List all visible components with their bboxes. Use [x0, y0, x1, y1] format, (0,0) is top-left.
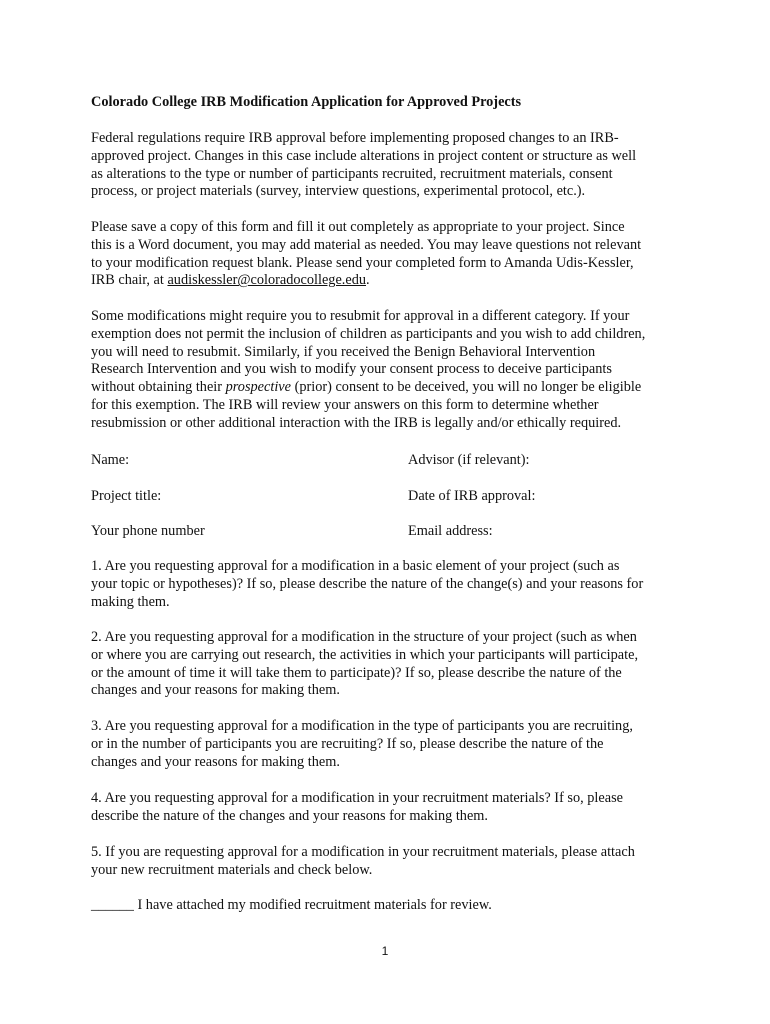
intro-paragraph	[91, 130, 691, 201]
question-line: making them.	[91, 593, 170, 610]
instructions-paragraph	[91, 219, 691, 290]
name-label: Name:	[91, 452, 130, 468]
resubmit-line: Research Intervention and you wish to modify your consent process to deceive participants	[91, 361, 612, 378]
question-4	[91, 790, 691, 826]
question-line: describe the nature of the changes and your reasons for making them.	[91, 807, 488, 824]
resubmit-line: exemption does not permit the inclusion of children as participants and you wish to add children,	[91, 325, 646, 342]
intro-line: Federal regulations require IRB approval before implementing proposed changes to an IRB-	[91, 130, 619, 146]
email-label: Email address:	[408, 523, 493, 539]
date-approval-label: Date of IRB approval:	[408, 488, 536, 504]
intro-line: process, or project materials (survey, interview questions, experimental protocol, etc.).	[91, 183, 586, 200]
question-line: 4. Are you requesting approval for a modification in your recruitment materials? If so, please	[91, 790, 623, 806]
question-line: changes and your reasons for making them.	[91, 682, 340, 699]
intro-line: as alterations to the type or number of participants recruited, recruitment materials, consent	[91, 165, 613, 182]
irb-chair-email-link[interactable]: audiskessler@coloradocollege.edu	[167, 272, 367, 289]
question-1	[91, 558, 691, 611]
question-line: 1. Are you requesting approval for a modification in a basic element of your project (such as	[91, 558, 620, 574]
phone-label: Your phone number	[91, 523, 205, 539]
prospective-emphasis: prospective	[225, 379, 291, 396]
page-number: 1	[381, 944, 389, 958]
resubmit-line: you will need to resubmit. Similarly, if you received the Benign Behavioral Intervention	[91, 343, 596, 360]
instructions-prefix: IRB chair, at	[91, 272, 168, 289]
question-line: changes and your reasons for making them.	[91, 753, 340, 770]
resubmit-paragraph	[91, 308, 691, 433]
resubmit-italic-suffix: (prior) consent to be deceived, you will no longer be eligible	[291, 379, 642, 396]
instructions-suffix: .	[366, 272, 370, 289]
instructions-line: this is a Word document, you may add material as needed. You may leave questions not relevant	[91, 236, 642, 253]
question-5	[91, 844, 691, 880]
question-line: 5. If you are requesting approval for a modification in your recruitment materials, please attach	[91, 844, 635, 860]
intro-line: approved project. Changes in this case include alterations in project content or structure as well	[91, 147, 637, 164]
project-title-label: Project title:	[91, 488, 162, 504]
instructions-line: to your modification request blank. Please send your completed form to Amanda Udis-Kessler,	[91, 254, 634, 271]
instructions-line: Please save a copy of this form and fill it out completely as appropriate to your project. Since	[91, 219, 625, 235]
question-2	[91, 629, 691, 700]
resubmit-line: for this exemption. The IRB will review your answers on this form to determine whether	[91, 396, 599, 413]
resubmit-line: Some modifications might require you to resubmit for approval in a different category. If your	[91, 308, 630, 324]
resubmit-italic-prefix: without obtaining their	[91, 379, 226, 396]
instructions-line-last	[91, 272, 691, 290]
question-line: or where you are carrying out research, the activities in which your participants will participate,	[91, 646, 639, 663]
document-title: Colorado College IRB Modification Application for Approved Projects	[91, 94, 522, 110]
question-line: 2. Are you requesting approval for a modification in the structure of your project (such as when	[91, 629, 637, 645]
resubmit-line-italic	[91, 379, 691, 397]
question-3	[91, 718, 691, 771]
question-line: 3. Are you requesting approval for a modification in the type of participants you are recruiting,	[91, 718, 633, 734]
resubmit-line: resubmission or other additional interaction with the IRB is legally and/or ethically required.	[91, 414, 622, 431]
advisor-label: Advisor (if relevant):	[408, 452, 530, 468]
question-line: your topic or hypotheses)? If so, please describe the nature of the change(s) and your reasons for	[91, 575, 644, 592]
attachment-checkline[interactable]: ______ I have attached my modified recruitment materials for review.	[91, 897, 492, 913]
question-line: your new recruitment materials and check below.	[91, 861, 373, 878]
question-line: or in the number of participants you are recruiting? If so, please describe the nature of the	[91, 735, 604, 752]
question-line: or the amount of time it will take them to participate)? If so, please describe the nature of the	[91, 664, 622, 681]
